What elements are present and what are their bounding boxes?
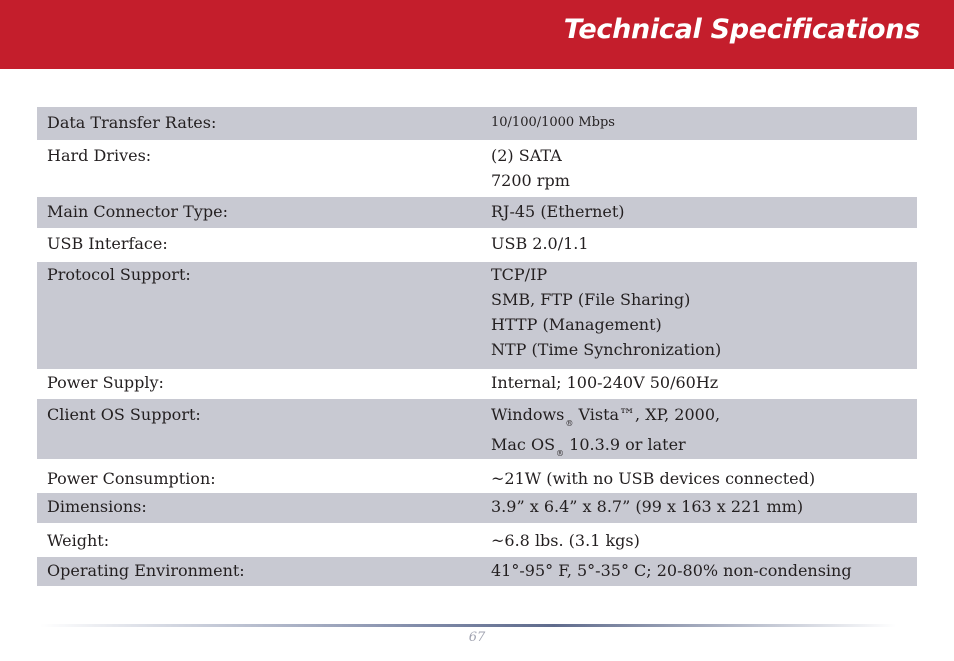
spec-value-line: TCP/IP bbox=[491, 265, 548, 284]
header-bar bbox=[0, 0, 954, 69]
spec-label: Power Supply: bbox=[47, 373, 164, 392]
spec-value-line: NTP (Time Synchronization) bbox=[491, 340, 722, 359]
spec-row-client-os bbox=[37, 399, 917, 459]
spec-label: Dimensions: bbox=[47, 497, 147, 516]
spec-label: Client OS Support: bbox=[47, 405, 201, 424]
spec-label: Hard Drives: bbox=[47, 146, 152, 165]
os-name: Windows bbox=[491, 405, 565, 424]
page-title: Technical Specifications bbox=[563, 14, 920, 45]
spec-value: 3.9” x 6.4” x 8.7” (99 x 163 x 221 mm) bbox=[491, 497, 804, 516]
os-name: Mac OS bbox=[491, 435, 556, 454]
spec-row-power-consumption bbox=[37, 459, 917, 493]
spec-table bbox=[37, 107, 917, 586]
os-versions: Vista™, XP, 2000, bbox=[573, 405, 721, 424]
spec-value-line: SMB, FTP (File Sharing) bbox=[491, 290, 691, 309]
spec-value-line bbox=[491, 431, 917, 461]
spec-label: Protocol Support: bbox=[47, 265, 191, 284]
spec-label: Main Connector Type: bbox=[47, 202, 228, 221]
spec-row-dimensions bbox=[37, 493, 917, 523]
spec-label: Operating Environment: bbox=[47, 561, 245, 580]
spec-row-operating-environment bbox=[37, 557, 917, 586]
spec-value: 41°-95° F, 5°-35° C; 20-80% non-condensing bbox=[491, 561, 852, 580]
spec-value-line bbox=[491, 401, 917, 431]
registered-mark: ® bbox=[556, 449, 565, 458]
spec-row-protocol bbox=[37, 262, 917, 369]
spec-row-data-transfer bbox=[37, 107, 917, 140]
page-number: 67 bbox=[468, 630, 486, 645]
spec-row-weight bbox=[37, 523, 917, 557]
spec-value: 10/100/1000 Mbps bbox=[491, 115, 615, 130]
spec-value-line: 7200 rpm bbox=[491, 171, 570, 190]
spec-row-usb bbox=[37, 228, 917, 262]
spec-value-line: (2) SATA bbox=[491, 146, 562, 165]
spec-label: Data Transfer Rates: bbox=[47, 113, 217, 132]
footer-divider bbox=[40, 624, 896, 627]
spec-value: ~21W (with no USB devices connected) bbox=[491, 469, 816, 488]
spec-value bbox=[491, 401, 917, 459]
os-versions: 10.3.9 or later bbox=[564, 435, 686, 454]
spec-value: USB 2.0/1.1 bbox=[491, 234, 589, 253]
spec-row-power-supply bbox=[37, 369, 917, 399]
spec-label: USB Interface: bbox=[47, 234, 168, 253]
spec-value-line: HTTP (Management) bbox=[491, 315, 662, 334]
spec-value bbox=[491, 143, 917, 197]
spec-value: ~6.8 lbs. (3.1 kgs) bbox=[491, 531, 640, 550]
spec-value: RJ-45 (Ethernet) bbox=[491, 202, 625, 221]
spec-row-hard-drives bbox=[37, 140, 917, 197]
spec-label: Weight: bbox=[47, 531, 110, 550]
spec-row-main-connector bbox=[37, 197, 917, 228]
spec-label: Power Consumption: bbox=[47, 469, 216, 488]
spec-value: Internal; 100-240V 50/60Hz bbox=[491, 373, 719, 392]
spec-value bbox=[491, 262, 917, 369]
registered-mark: ® bbox=[565, 419, 574, 428]
